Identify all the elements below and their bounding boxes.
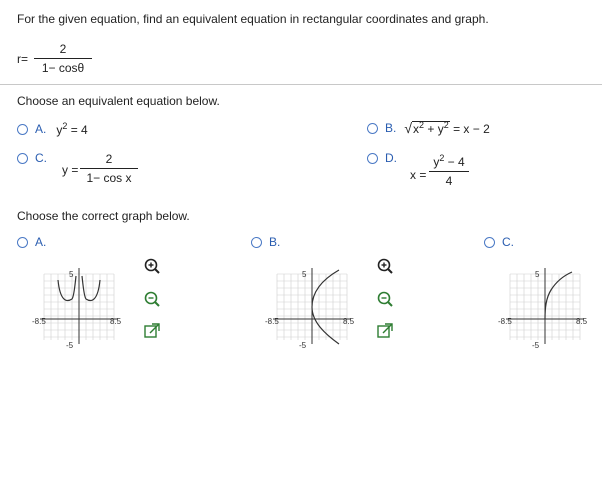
graph-a-ytop-label: 5 [69, 270, 74, 279]
graph-b-xright-label: 8.5 [343, 317, 355, 326]
part1-prompt: Choose an equivalent equation below. [17, 94, 220, 108]
graph-b[interactable] [263, 260, 363, 355]
eq-option-d[interactable] [367, 151, 397, 165]
eq-option-a-letter: A. [35, 122, 47, 136]
eq-option-d-fraction-bar [429, 171, 469, 172]
eq-option-d-lhs: x = [410, 168, 427, 182]
given-numerator: 2 [59, 42, 67, 56]
graph-option-c-radio[interactable] [484, 237, 495, 248]
eq-option-b-equation: $√x^2 + y^2 = x - 2$ [404, 120, 490, 136]
eq-option-c-lhs: y = [62, 163, 79, 177]
eq-option-c-letter: C. [35, 151, 47, 165]
eq-option-c[interactable] [17, 151, 47, 165]
graph-option-a[interactable] [17, 235, 46, 249]
graph-a-axes [40, 268, 118, 344]
eq-option-b-radio[interactable] [367, 123, 378, 134]
eq-option-b-letter: B. [385, 121, 397, 135]
zoom-out-icon[interactable] [143, 290, 161, 308]
graph-a[interactable] [30, 260, 130, 355]
eq-option-c-numerator: 2 [105, 152, 113, 166]
given-denominator: 1− cosθ [41, 61, 85, 75]
eq-option-d-numerator: $y^2 - 4$ [433, 153, 465, 169]
given-fraction-bar [34, 58, 92, 59]
given-lhs: r [17, 52, 21, 66]
given-equation: r= [17, 52, 29, 66]
graph-c-curve [545, 272, 572, 319]
graph-c-xright-label: 8.5 [576, 317, 588, 326]
eq-option-a-equation: $y^2 = 4$ [56, 121, 88, 137]
graph-a-xleft-label: -8.5 [32, 317, 46, 326]
zoom-in-icon[interactable] [143, 257, 161, 275]
graph-option-a-letter: A. [35, 235, 47, 249]
question-prompt: For the given equation, find an equivalent equation in rectangular coordinates and graph. [17, 12, 489, 26]
eq-option-b[interactable] [367, 120, 490, 136]
popout-icon[interactable] [376, 322, 394, 340]
graph-option-c[interactable] [484, 235, 514, 249]
graph-c-xleft-label: -8.5 [498, 317, 512, 326]
eq-option-c-fraction-bar [80, 168, 138, 169]
popout-icon[interactable] [143, 322, 161, 340]
part2-prompt: Choose the correct graph below. [17, 209, 190, 223]
section-divider [0, 84, 602, 85]
graph-b-ytop-label: 5 [302, 270, 307, 279]
graph-c-axes [506, 268, 584, 344]
graph-a-xright-label: 8.5 [110, 317, 122, 326]
graph-b-ybot-label: -5 [299, 341, 307, 350]
graph-c-ytop-label: 5 [535, 270, 540, 279]
graph-b-xleft-label: -8.5 [265, 317, 279, 326]
eq-option-c-denominator: 1− cos x [86, 171, 132, 185]
eq-option-d-letter: D. [385, 151, 397, 165]
eq-option-a[interactable] [17, 121, 88, 137]
graph-option-c-letter: C. [502, 235, 514, 249]
graph-option-b-radio[interactable] [251, 237, 262, 248]
eq-option-d-radio[interactable] [367, 153, 378, 164]
eq-option-c-radio[interactable] [17, 153, 28, 164]
graph-option-a-radio[interactable] [17, 237, 28, 248]
eq-option-d-denominator: 4 [445, 174, 453, 188]
zoom-out-icon[interactable] [376, 290, 394, 308]
zoom-in-icon[interactable] [376, 257, 394, 275]
graph-option-b-letter: B. [269, 235, 281, 249]
eq-option-a-radio[interactable] [17, 124, 28, 135]
graph-a-ybot-label: -5 [66, 341, 74, 350]
graph-c-ybot-label: -5 [532, 341, 540, 350]
graph-option-b[interactable] [251, 235, 280, 249]
graph-c[interactable] [496, 260, 596, 355]
